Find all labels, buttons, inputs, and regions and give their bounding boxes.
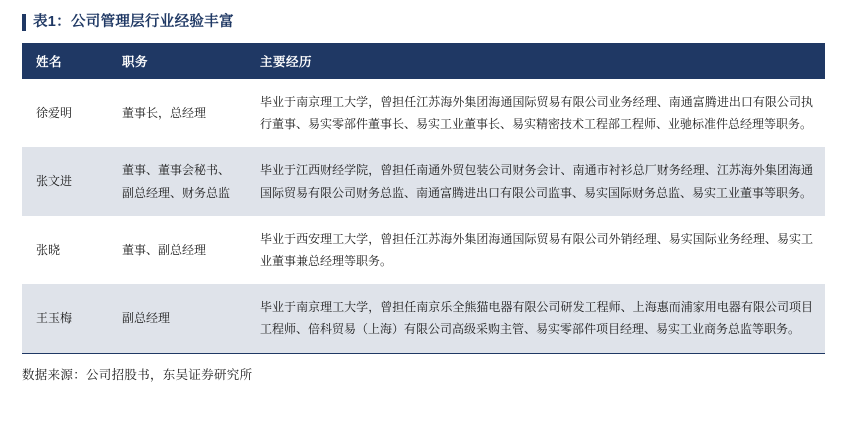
cell-name: 徐爱明 (22, 79, 108, 147)
cell-role: 董事、董事会秘书、副总经理、财务总监 (108, 147, 246, 215)
caption-accent-bar (22, 14, 26, 31)
cell-experience: 毕业于南京理工大学，曾担任江苏海外集团海通国际贸易有限公司业务经理、南通富腾进出口有限公司执行董事、易实零部件董事长、易实工业董事长、易实精密技术工程部工程师、业驰标准件总经理等职务。 (246, 79, 825, 147)
management-experience-table (22, 43, 825, 353)
table-header-row (22, 43, 825, 79)
cell-role: 董事、副总经理 (108, 216, 246, 284)
source-note: 数据来源：公司招股书，东吴证券研究所 (22, 367, 253, 382)
column-header-role: 职务 (108, 43, 246, 79)
table-row (22, 216, 825, 284)
cell-name: 王玉梅 (22, 284, 108, 352)
cell-experience: 毕业于西安理工大学，曾担任江苏海外集团海通国际贸易有限公司外销经理、易实国际业务经理、易实工业董事兼总经理等职务。 (246, 216, 825, 284)
caption-text: 表1：公司管理层行业经验丰富 (33, 13, 234, 30)
table-body (22, 79, 825, 353)
table-row (22, 79, 825, 147)
cell-role: 董事长，总经理 (108, 79, 246, 147)
column-header-experience: 主要经历 (246, 43, 825, 79)
cell-name: 张文进 (22, 147, 108, 215)
figure-caption (22, 0, 825, 41)
cell-experience: 毕业于南京理工大学，曾担任南京乐全熊猫电器有限公司研发工程师、上海惠而浦家用电器有限公司项目工程师、倍科贸易（上海）有限公司高级采购主管、易实零部件项目经理、易实工业商务总监等职务。 (246, 284, 825, 352)
table-header (22, 43, 825, 79)
table-row (22, 284, 825, 352)
column-header-name: 姓名 (22, 43, 108, 79)
cell-name: 张晓 (22, 216, 108, 284)
table-row (22, 147, 825, 215)
cell-experience: 毕业于江西财经学院，曾担任南通外贸包装公司财务会计、南通市衬衫总厂财务经理、江苏海外集团海通国际贸易有限公司财务总监、南通富腾进出口有限公司监事、易实国际财务总监、易实工业董事等职务。 (246, 147, 825, 215)
cell-role: 副总经理 (108, 284, 246, 352)
